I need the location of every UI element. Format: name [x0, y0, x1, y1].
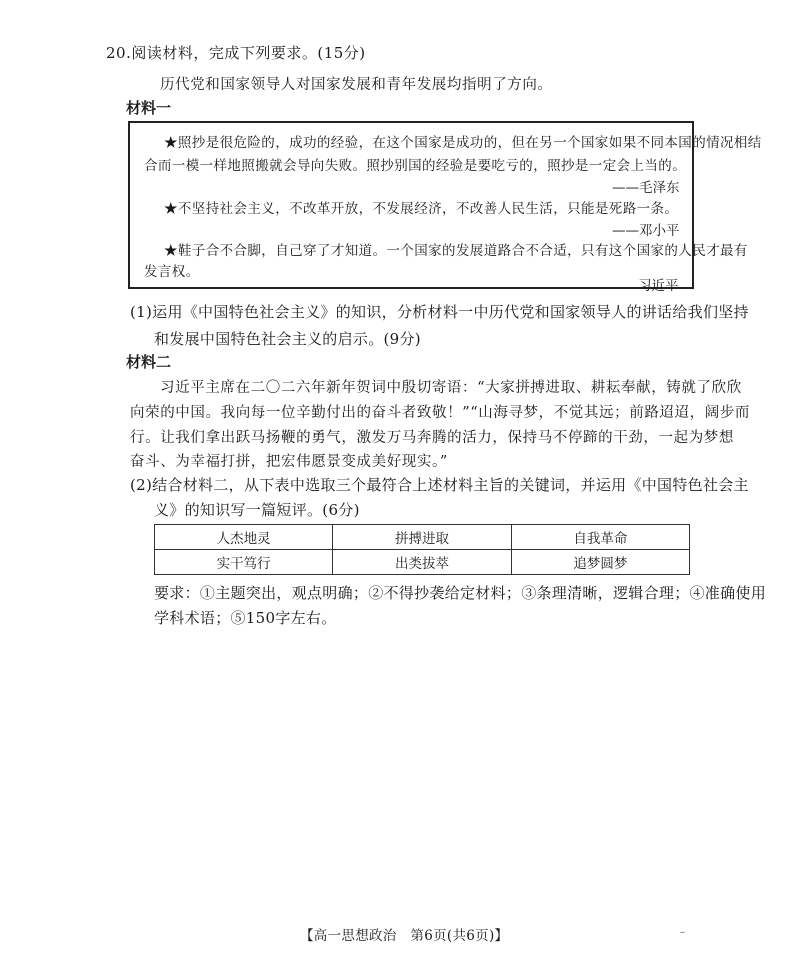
requirements-line1: 要求：①主题突出，观点明确；②不得抄袭给定材料；③条理清晰，逻辑合理；④准确使用 [154, 584, 767, 602]
keyword-cell: 追梦圆梦 [511, 550, 689, 575]
keyword-table [154, 524, 690, 575]
material2-line4: 奋斗、为幸福打拼，把宏伟愿景变成美好现实。” [130, 454, 448, 470]
question-header: 20.阅读材料，完成下列要求。(15分) [106, 44, 366, 62]
quote1-line1: ★照抄是很危险的，成功的经验，在这个国家是成功的，但在另一个国家如果不同本国的情况相结 [164, 135, 762, 151]
corner-mark: – [680, 927, 685, 938]
sub-question2-line1: (2)结合材料二，从下表中选取三个最符合上述材料主旨的关键词，并运用《中国特色社会主 [130, 476, 749, 494]
sub-question2-line2: 义》的知识写一篇短评。(6分) [154, 501, 360, 519]
material1-quote-box [128, 121, 762, 294]
quote2-attribution: ——邓小平 [612, 223, 680, 239]
sub-question1-line1: (1)运用《中国特色社会主义》的知识，分析材料一中历代党和国家领导人的讲话给我们坚持 [130, 303, 749, 321]
keyword-cell: 自我革命 [511, 525, 689, 550]
quote3-attribution: 习近平 [638, 278, 679, 294]
material1-title: 材料一 [126, 99, 172, 117]
keyword-cell: 拼搏进取 [333, 525, 511, 550]
question-intro: 历代党和国家领导人对国家发展和青年发展均指明了方向。 [160, 77, 553, 93]
material2-title: 材料二 [126, 353, 172, 371]
requirements-line2: 学科术语；⑤150字左右。 [154, 609, 337, 627]
material2-line3: 行。让我们拿出跃马扬鞭的勇气，激发万马奔腾的活力，保持马不停蹄的干劲，一起为梦想 [130, 430, 734, 446]
quote2-line1: ★不坚持社会主义，不改革开放，不发展经济，不改善人民生活，只能是死路一条。 [164, 201, 679, 217]
keyword-row [155, 525, 690, 550]
material2-line2: 向荣的中国。我向每一位辛勤付出的奋斗者致敬！”“山海寻梦，不觉其远；前路迢迢，阔步而 [130, 405, 751, 421]
material2-line1: 习近平主席在二〇二六年新年贺词中殷切寄语：“大家拼搏进取、耕耘奉献，铸就了欣欣 [160, 380, 742, 396]
keyword-cell: 出类拔萃 [333, 550, 511, 575]
quote1-attribution: ——毛泽东 [612, 180, 680, 196]
quote1-line2: 合而一模一样地照搬就会导向失败。照抄别国的经验是要吃亏的，照抄是一定会上当的。 [144, 158, 687, 174]
keyword-cell: 人杰地灵 [155, 525, 333, 550]
keyword-cell: 实干笃行 [155, 550, 333, 575]
sub-question1-line2: 和发展中国特色社会主义的启示。(9分) [154, 330, 421, 348]
quote3-line1: ★鞋子合不合脚，自己穿了才知道。一个国家的发展道路合不合适，只有这个国家的人民才最有 [164, 243, 748, 259]
keyword-row [155, 550, 690, 575]
quote3-line2: 发言权。 [144, 264, 200, 280]
page-footer: 【高一思想政治 第6页(共6页)】 [300, 928, 509, 944]
